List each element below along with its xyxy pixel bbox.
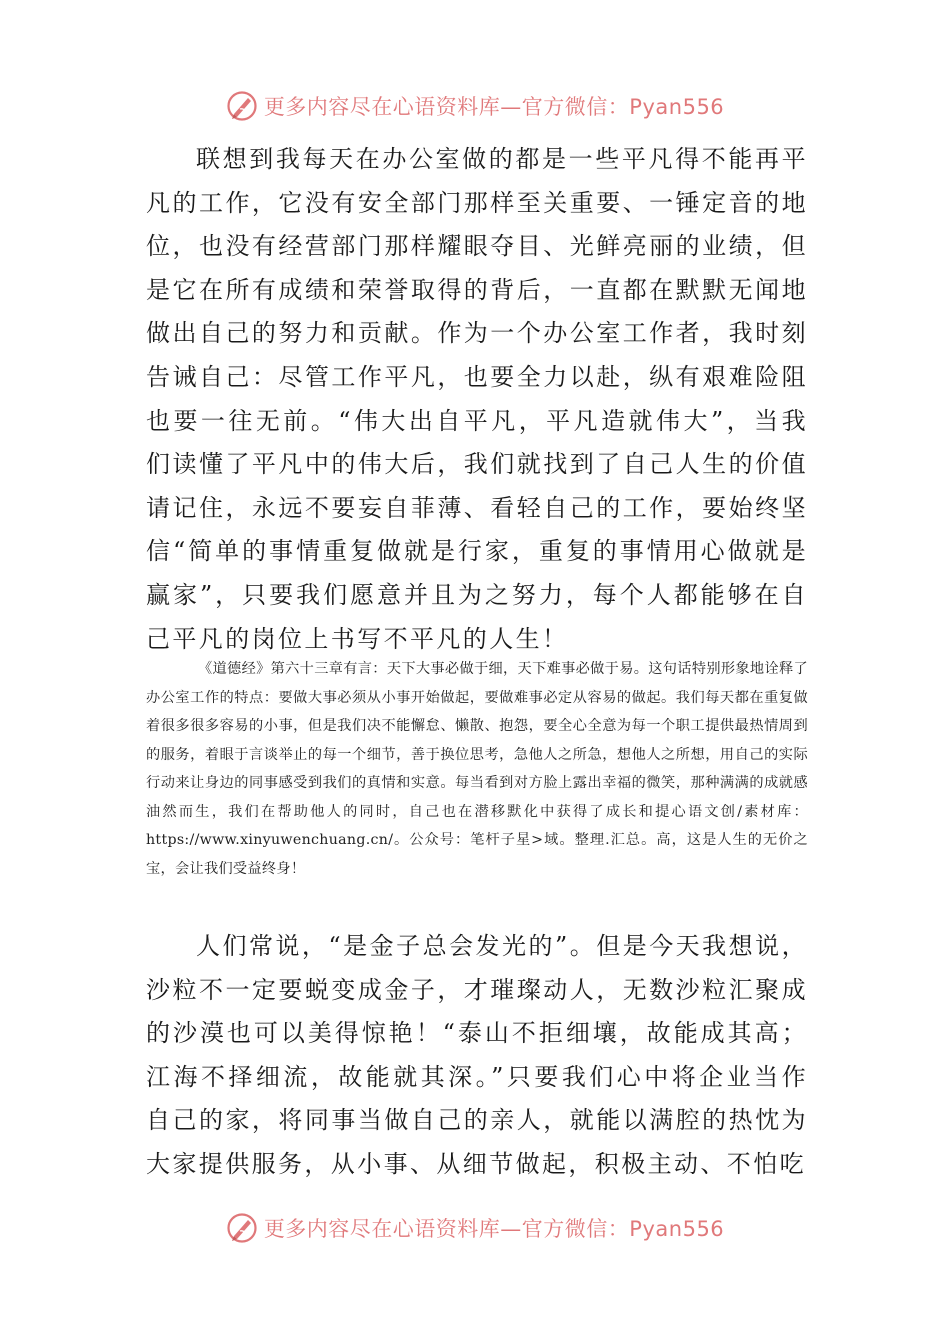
watermark-text: 更多内容尽在心语资料库—官方微信：Pyan556 xyxy=(263,95,725,119)
paragraph-daodejing: 《道德经》第六十三章有言：天下大事必做于细，天下难事必做于易。这句话特别形象地诠释了办公室工作的特点：要做大事必须从小事开始做起，要做难事必定从容易的做起。我们每天都在重复做着很多很多容易的小事，但是我们决不能懈怠、懒散、抱怨，要全心全意为每一个职工提供最热情周到的服务，着眼于言谈举止的每一个细节，善于换位思考，急他人之所急，想他人之所想，用自己的实际行动来让身边的同事感受到我们的真情和实意。每当看到对方脸上露出幸福的微笑，那种满满的成就感油然而生，我们在帮助他人的同时，自己也在潜移默化中获得了成长和提心语文创/素材库：https://www.xinyuwenchuang.cn/。公众号：笔杆子星>域。整理.汇总。高，这是人生的无价之宝，会让我们受益终身！ xyxy=(146,661,808,877)
pen-logo-icon xyxy=(226,1212,258,1244)
footer-watermark xyxy=(0,1206,950,1250)
paragraph-ordinary-work: 联想到我每天在办公室做的都是一些平凡得不能再平凡的工作，它没有安全部门那样至关重要、一锤定音的地位，也没有经营部门那样耀眼夺目、光鲜亮丽的业绩，但是它在所有成绩和荣誉取得的背后，一直都在默默无闻地做出自己的努力和贡献。作为一个办公室工作者，我时刻告诫自己：尽管工作平凡，也要全力以赴，纵有艰难险阻也要一往无前。“伟大出自平凡，平凡造就伟大”，当我们读懂了平凡中的伟大后，我们就找到了自己人生的价值请记住，永远不要妄自菲薄、看轻自己的工作，要始终坚信“简单的事情重复做就是行家，重复的事情用心做就是赢家”，只要我们愿意并且为之努力，每个人都能够在自己平凡的岗位上书写不平凡的人生！ xyxy=(146,145,808,653)
header-watermark xyxy=(0,84,950,128)
paragraph-gold-and-sand: 人们常说，“是金子总会发光的”。但是今天我想说，沙粒不一定要蜕变成金子，才璀璨动人，无数沙粒汇聚成的沙漠也可以美得惊艳！“泰山不拒细壤，故能成其高；江海不择细流，故能就其深。”只要我们心中将企业当作自己的家，将同事当做自己的亲人，就能以满腔的热忱为大家提供服务，从小事、从细节做起，积极主动、不怕吃 xyxy=(146,932,808,1178)
pen-logo-icon xyxy=(226,90,258,122)
watermark-text: 更多内容尽在心语资料库—官方微信：Pyan556 xyxy=(263,1217,725,1241)
